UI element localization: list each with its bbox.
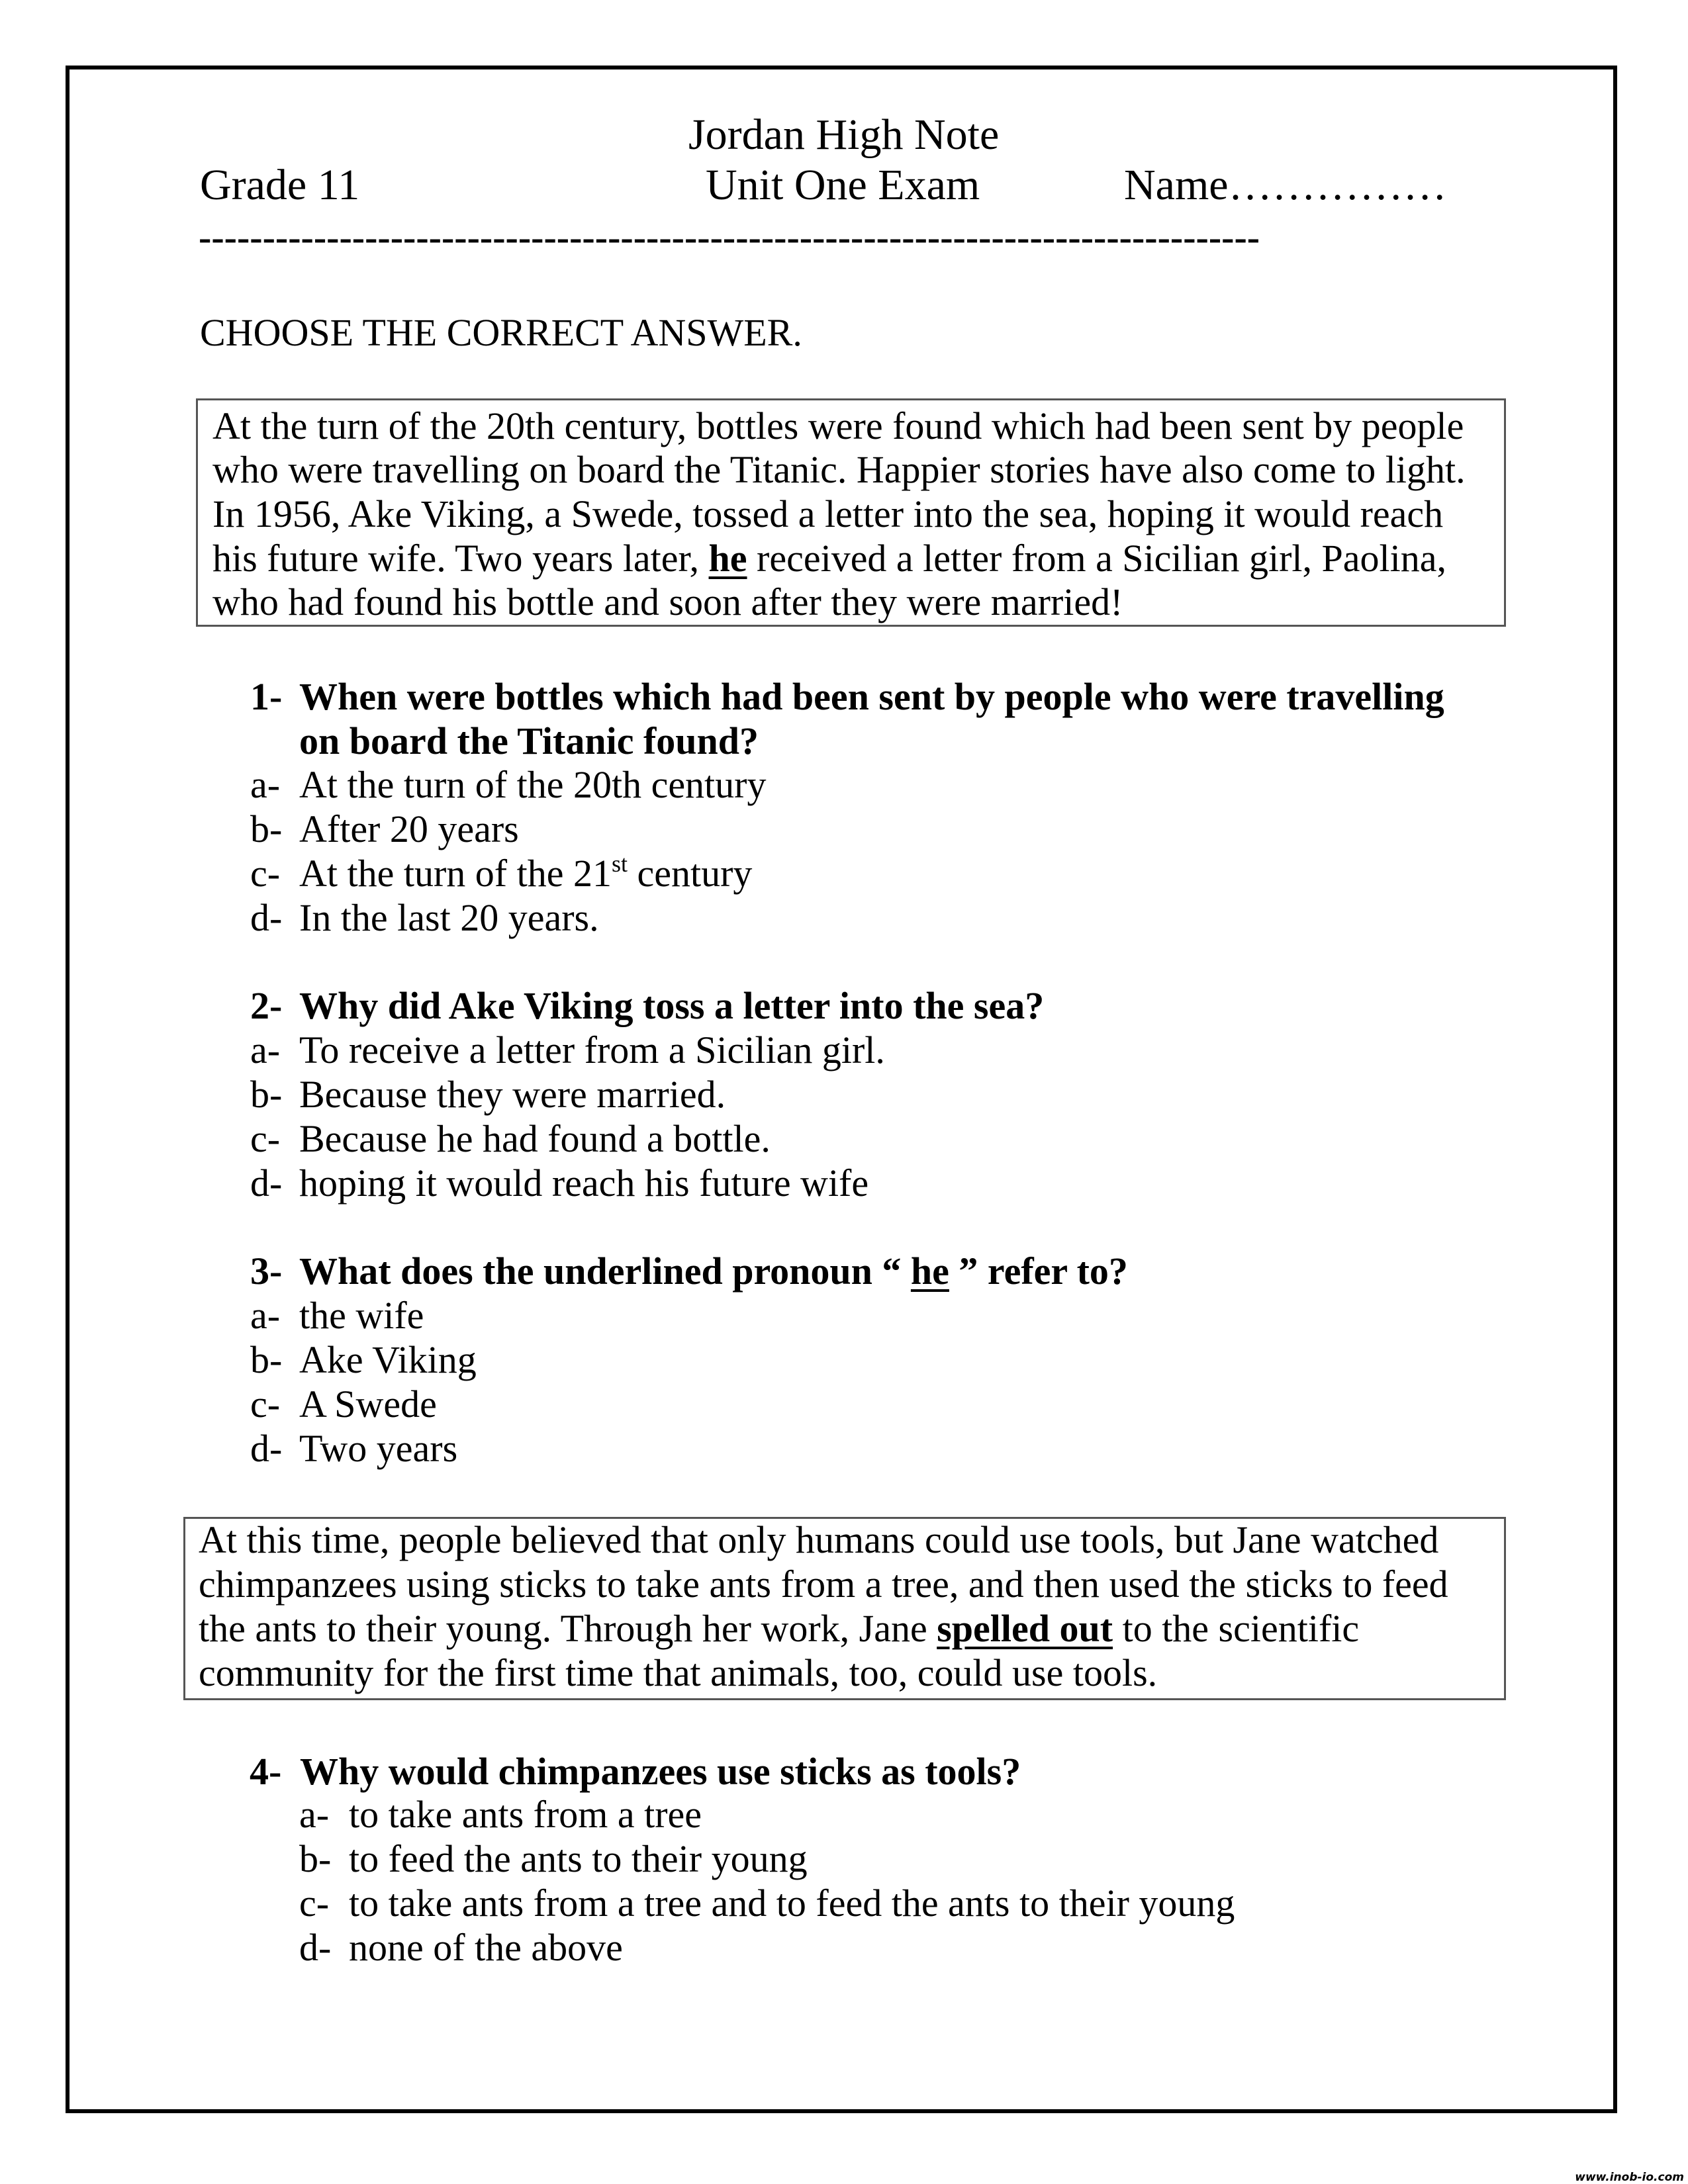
question-text: What does the underlined pronoun “ <box>299 1250 911 1293</box>
q2-option-d[interactable]: hoping it would reach his future wife <box>299 1161 869 1205</box>
question-1-text: When were bottles which had been sent by people who were travelling <box>299 675 1444 718</box>
question-3-text <box>299 1252 1128 1291</box>
page-border <box>66 66 1617 2113</box>
passage1-line: who were travelling on board the Titanic. Happier stories have also come to light. <box>212 448 1466 491</box>
passage2-line <box>199 1607 1360 1650</box>
option-label: b- <box>250 1073 283 1116</box>
q1-option-b[interactable]: After 20 years <box>299 807 519 850</box>
question-4-text: Why would chimpanzees use sticks as tools? <box>300 1750 1021 1793</box>
option-label: d- <box>250 1161 283 1205</box>
option-text: At the turn of the 21 <box>299 852 612 895</box>
q3-option-b[interactable]: Ake Viking <box>299 1338 477 1381</box>
option-label: c- <box>250 852 281 895</box>
underlined-pronoun-he: he <box>910 1250 949 1293</box>
passage1-line: In 1956, Ake Viking, a Swede, tossed a letter into the sea, hoping it would reach <box>212 492 1444 535</box>
option-label: a- <box>250 1028 281 1071</box>
q1-option-d[interactable]: In the last 20 years. <box>299 896 599 939</box>
q4-option-d[interactable]: none of the above <box>349 1926 623 1969</box>
option-text: century <box>627 852 753 895</box>
q3-option-a[interactable]: the wife <box>299 1294 424 1337</box>
underlined-pronoun-he: he <box>708 537 747 580</box>
option-label: c- <box>250 1117 281 1160</box>
option-label: d- <box>250 1427 283 1470</box>
q2-option-b[interactable]: Because they were married. <box>299 1073 726 1116</box>
q2-option-c[interactable]: Because he had found a bottle. <box>299 1117 771 1160</box>
passage1-line <box>212 539 1446 578</box>
q2-option-a[interactable]: To receive a letter from a Sicilian girl. <box>299 1028 885 1071</box>
question-1-text-cont: on board the Titanic found? <box>299 719 759 762</box>
question-number-1: 1- <box>250 675 283 718</box>
grade-label: Grade 11 <box>200 161 360 209</box>
question-text: ” refer to? <box>949 1250 1128 1293</box>
underlined-phrase-spelled-out: spelled out <box>937 1607 1113 1650</box>
instruction-text: CHOOSE THE CORRECT ANSWER. <box>200 311 802 354</box>
option-label: a- <box>250 1294 281 1337</box>
option-label: b- <box>250 1338 283 1381</box>
option-label: a- <box>299 1793 330 1836</box>
q3-option-c[interactable]: A Swede <box>299 1383 437 1426</box>
option-label: d- <box>299 1926 332 1969</box>
option-label: a- <box>250 763 281 806</box>
school-title: Jordan High Note <box>688 111 1000 159</box>
watermark: www.inob-io.com <box>1575 2171 1684 2184</box>
passage2-line: At this time, people believed that only humans could use tools, but Jane watched <box>199 1518 1439 1561</box>
q4-option-a[interactable]: to take ants from a tree <box>349 1793 702 1836</box>
option-label: c- <box>250 1383 281 1426</box>
option-label: b- <box>299 1837 332 1880</box>
ordinal-superscript: st <box>611 850 628 877</box>
name-field[interactable]: Name…………… <box>1124 161 1447 209</box>
passage1-line: At the turn of the 20th century, bottles were found which had been sent by people <box>212 404 1464 447</box>
passage1-line: who had found his bottle and soon after they were married! <box>212 580 1123 623</box>
passage2-line: chimpanzees using sticks to take ants from a tree, and then used the sticks to feed <box>199 1563 1448 1606</box>
option-label: c- <box>299 1882 330 1925</box>
passage2-text: the ants to their young. Through her work, Jane <box>199 1607 937 1650</box>
q4-option-c[interactable]: to take ants from a tree and to feed the ants to their young <box>349 1882 1235 1925</box>
option-label: d- <box>250 896 283 939</box>
q3-option-d[interactable]: Two years <box>299 1427 458 1470</box>
header-separator: ----------------------------------------------------------------------------------- <box>199 218 1260 257</box>
passage1-text: his future wife. Two years later, <box>212 537 709 580</box>
q1-option-c[interactable] <box>299 850 753 895</box>
option-label: b- <box>250 807 283 850</box>
q1-option-a[interactable]: At the turn of the 20th century <box>299 763 767 806</box>
question-number-4: 4- <box>250 1750 282 1793</box>
question-number-2: 2- <box>250 984 283 1027</box>
passage2-line: community for the first time that animals, too, could use tools. <box>199 1651 1158 1694</box>
passage1-text: received a letter from a Sicilian girl, Paolina, <box>747 537 1447 580</box>
q4-option-b[interactable]: to feed the ants to their young <box>349 1837 808 1880</box>
exam-title: Unit One Exam <box>706 161 980 209</box>
question-2-text: Why did Ake Viking toss a letter into the sea? <box>299 984 1045 1027</box>
question-number-3: 3- <box>250 1250 283 1293</box>
passage2-text: to the scientific <box>1113 1607 1360 1650</box>
